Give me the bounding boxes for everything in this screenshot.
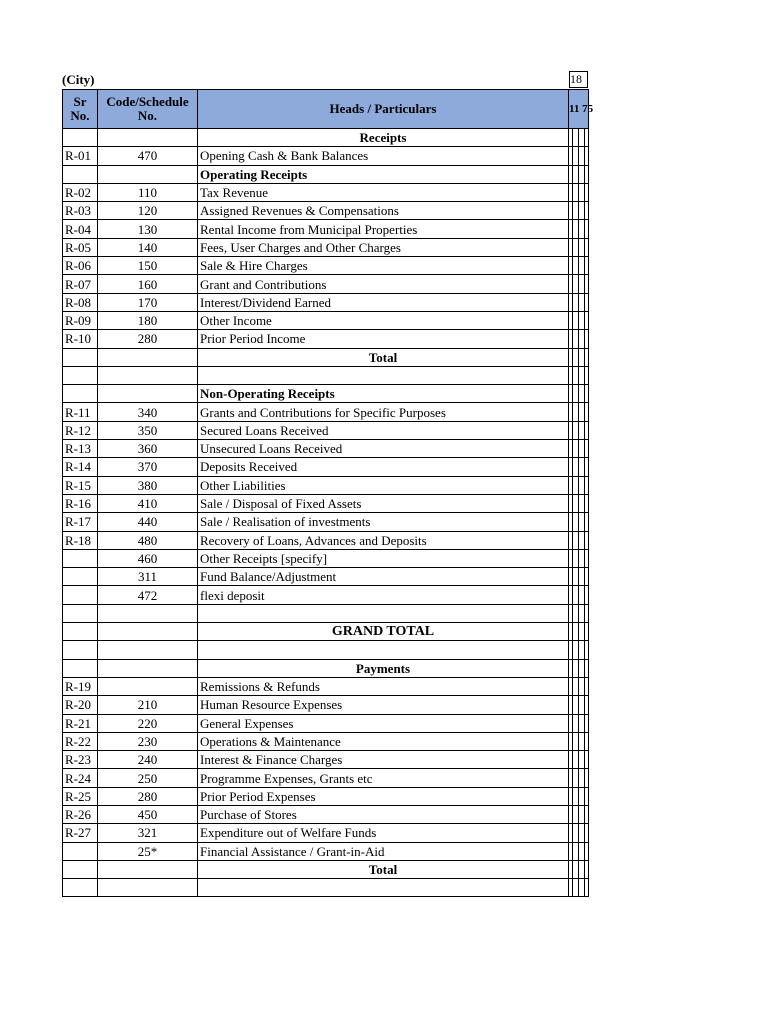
amount-cell[interactable]	[585, 385, 589, 403]
code-cell[interactable]	[98, 366, 198, 384]
sr-no-cell[interactable]: R-24	[63, 769, 98, 787]
table-row	[63, 311, 589, 329]
code-cell[interactable]: 340	[98, 403, 198, 421]
table-row	[63, 275, 589, 293]
sr-no-cell[interactable]	[63, 586, 98, 604]
head-cell[interactable]: Interest & Finance Charges	[198, 751, 569, 769]
head-cell[interactable]: Interest/Dividend Earned	[198, 293, 569, 311]
code-cell[interactable]: 130	[98, 220, 198, 238]
amount-cell[interactable]	[585, 183, 589, 201]
amount-cell[interactable]	[585, 805, 589, 823]
table-row	[63, 531, 589, 549]
table-header-row	[63, 90, 589, 129]
head-cell[interactable]: Grant and Contributions	[198, 275, 569, 293]
table-row	[63, 129, 589, 147]
head-cell[interactable]	[198, 366, 569, 384]
sr-no-cell[interactable]	[63, 366, 98, 384]
amount-cell[interactable]	[585, 147, 589, 165]
head-cell[interactable]: Payments	[198, 659, 569, 677]
amount-cell[interactable]	[585, 275, 589, 293]
amount-cell[interactable]	[585, 732, 589, 750]
amount-cell[interactable]	[585, 531, 589, 549]
sr-no-cell[interactable]: R-19	[63, 677, 98, 695]
head-cell[interactable]: Tax Revenue	[198, 183, 569, 201]
amount-cell[interactable]	[585, 714, 589, 732]
sr-no-cell[interactable]: R-10	[63, 330, 98, 348]
amount-cell[interactable]	[585, 238, 589, 256]
amount-cell[interactable]	[585, 293, 589, 311]
code-cell[interactable]	[98, 641, 198, 659]
amount-cell[interactable]	[585, 604, 589, 622]
amount-cell[interactable]	[585, 824, 589, 842]
code-cell[interactable]: 350	[98, 421, 198, 439]
sr-no-cell[interactable]: R-26	[63, 805, 98, 823]
sr-no-cell[interactable]	[63, 623, 98, 641]
corner-value-cell[interactable]: 18	[569, 71, 588, 88]
table-row	[63, 677, 589, 695]
table-row	[63, 440, 589, 458]
sr-no-cell[interactable]: R-04	[63, 220, 98, 238]
code-cell[interactable]: 470	[98, 147, 198, 165]
receipts-payments-table	[62, 89, 594, 897]
head-cell[interactable]: Other Receipts [specify]	[198, 549, 569, 567]
table-row	[63, 787, 589, 805]
head-cell[interactable]: Secured Loans Received	[198, 421, 569, 439]
amount-cell[interactable]	[585, 311, 589, 329]
sr-no-cell[interactable]: R-21	[63, 714, 98, 732]
head-cell[interactable]: Operations & Maintenance	[198, 732, 569, 750]
code-cell[interactable]: 210	[98, 696, 198, 714]
head-cell[interactable]: Assigned Revenues & Compensations	[198, 202, 569, 220]
code-cell[interactable]	[98, 385, 198, 403]
code-cell[interactable]: 230	[98, 732, 198, 750]
sr-no-cell[interactable]: R-15	[63, 476, 98, 494]
code-cell[interactable]: 240	[98, 751, 198, 769]
head-cell[interactable]: Sale / Realisation of investments	[198, 513, 569, 531]
amount-cell[interactable]	[585, 458, 589, 476]
col-header-code-schedule[interactable]: Code/Schedule No.	[98, 90, 198, 129]
sr-no-cell[interactable]: R-01	[63, 147, 98, 165]
table-row	[63, 238, 589, 256]
sr-no-cell[interactable]: R-18	[63, 531, 98, 549]
head-cell[interactable]: Receipts	[198, 129, 569, 147]
col-header-heads-particulars[interactable]: Heads / Particulars	[198, 90, 569, 129]
sr-no-cell[interactable]: R-14	[63, 458, 98, 476]
code-cell[interactable]	[98, 129, 198, 147]
amount-cell[interactable]	[585, 769, 589, 787]
table-row	[63, 604, 589, 622]
table-row	[63, 568, 589, 586]
table-row	[63, 714, 589, 732]
sr-no-cell[interactable]: R-02	[63, 183, 98, 201]
table-row	[63, 403, 589, 421]
amount-cell[interactable]	[585, 842, 589, 860]
head-cell[interactable]: Non-Operating Receipts	[198, 385, 569, 403]
sr-no-cell[interactable]	[63, 568, 98, 586]
head-cell[interactable]: Total	[198, 348, 569, 366]
code-cell[interactable]: 280	[98, 330, 198, 348]
sr-no-cell[interactable]	[63, 659, 98, 677]
code-cell[interactable]: 311	[98, 568, 198, 586]
code-cell[interactable]	[98, 165, 198, 183]
amount-cell[interactable]	[585, 623, 589, 641]
code-cell[interactable]: 440	[98, 513, 198, 531]
sr-no-cell[interactable]: R-22	[63, 732, 98, 750]
code-cell[interactable]: 410	[98, 494, 198, 512]
amount-cell[interactable]	[585, 129, 589, 147]
sr-no-cell[interactable]: R-05	[63, 238, 98, 256]
table-row	[63, 458, 589, 476]
code-cell[interactable]: 380	[98, 476, 198, 494]
table-row	[63, 805, 589, 823]
amount-cell[interactable]	[585, 860, 589, 878]
head-cell[interactable]: Fees, User Charges and Other Charges	[198, 238, 569, 256]
amount-cell[interactable]	[585, 476, 589, 494]
amount-cell[interactable]	[585, 202, 589, 220]
sr-no-cell[interactable]: R-12	[63, 421, 98, 439]
sr-no-cell[interactable]	[63, 842, 98, 860]
code-cell[interactable]: 110	[98, 183, 198, 201]
code-cell[interactable]: 360	[98, 440, 198, 458]
code-cell[interactable]: 450	[98, 805, 198, 823]
code-cell[interactable]: 220	[98, 714, 198, 732]
head-cell[interactable]: flexi deposit	[198, 586, 569, 604]
head-cell[interactable]	[198, 879, 569, 897]
sr-no-cell[interactable]: R-13	[63, 440, 98, 458]
amount-cell[interactable]	[585, 165, 589, 183]
amount-cell[interactable]	[585, 787, 589, 805]
table-row	[63, 860, 589, 878]
head-cell[interactable]: Other Liabilities	[198, 476, 569, 494]
head-cell[interactable]: Programme Expenses, Grants etc	[198, 769, 569, 787]
table-row	[63, 330, 589, 348]
code-cell[interactable]: 170	[98, 293, 198, 311]
sr-no-cell[interactable]: R-23	[63, 751, 98, 769]
city-label: (City)	[62, 72, 95, 87]
table-row	[63, 165, 589, 183]
amount-cell[interactable]	[585, 220, 589, 238]
head-cell[interactable]: Expenditure out of Welfare Funds	[198, 824, 569, 842]
head-cell[interactable]: Remissions & Refunds	[198, 677, 569, 695]
code-cell[interactable]: 140	[98, 238, 198, 256]
table-row	[63, 842, 589, 860]
head-cell[interactable]: Sale / Disposal of Fixed Assets	[198, 494, 569, 512]
code-cell[interactable]: 160	[98, 275, 198, 293]
code-cell[interactable]	[98, 860, 198, 878]
head-cell[interactable]: Other Income	[198, 311, 569, 329]
sr-no-cell[interactable]: R-09	[63, 311, 98, 329]
table-row	[63, 659, 589, 677]
sr-no-cell[interactable]	[63, 549, 98, 567]
table-row	[63, 623, 589, 641]
code-cell[interactable]: 250	[98, 769, 198, 787]
sr-no-cell[interactable]	[63, 348, 98, 366]
sr-no-cell[interactable]	[63, 604, 98, 622]
table-row	[63, 366, 589, 384]
table-row	[63, 385, 589, 403]
code-cell[interactable]	[98, 879, 198, 897]
head-cell[interactable]: Deposits Received	[198, 458, 569, 476]
table-row	[63, 202, 589, 220]
code-cell[interactable]: 321	[98, 824, 198, 842]
table-row	[63, 879, 589, 897]
code-cell[interactable]: 25*	[98, 842, 198, 860]
head-cell[interactable]: Sale & Hire Charges	[198, 257, 569, 275]
table-row	[63, 421, 589, 439]
head-cell[interactable]: Unsecured Loans Received	[198, 440, 569, 458]
amount-cell[interactable]	[585, 440, 589, 458]
table-row	[63, 586, 589, 604]
amount-cell[interactable]	[585, 330, 589, 348]
table-row	[63, 549, 589, 567]
sr-no-cell[interactable]	[63, 129, 98, 147]
code-cell[interactable]	[98, 659, 198, 677]
table-row	[63, 769, 589, 787]
table-row	[63, 293, 589, 311]
head-cell[interactable]: GRAND TOTAL	[198, 623, 569, 641]
code-cell[interactable]: 120	[98, 202, 198, 220]
code-cell[interactable]: 180	[98, 311, 198, 329]
table-row	[63, 696, 589, 714]
sr-no-cell[interactable]: R-20	[63, 696, 98, 714]
table-body	[63, 129, 589, 897]
amount-cell[interactable]	[585, 751, 589, 769]
head-cell[interactable]: Prior Period Expenses	[198, 787, 569, 805]
amount-cell[interactable]	[585, 677, 589, 695]
table-row	[63, 513, 589, 531]
amount-cell[interactable]	[585, 513, 589, 531]
sr-no-cell[interactable]	[63, 165, 98, 183]
sr-no-cell[interactable]: R-06	[63, 257, 98, 275]
head-cell[interactable]: Rental Income from Municipal Properties	[198, 220, 569, 238]
sr-no-cell[interactable]	[63, 641, 98, 659]
table-row	[63, 732, 589, 750]
head-cell[interactable]: Prior Period Income	[198, 330, 569, 348]
sr-no-cell[interactable]: R-08	[63, 293, 98, 311]
table-row	[63, 348, 589, 366]
head-cell[interactable]: Total	[198, 860, 569, 878]
sr-no-cell[interactable]: R-16	[63, 494, 98, 512]
head-cell[interactable]: Opening Cash & Bank Balances	[198, 147, 569, 165]
amount-cell[interactable]	[585, 403, 589, 421]
head-cell[interactable]	[198, 641, 569, 659]
code-cell[interactable]: 370	[98, 458, 198, 476]
table-row	[63, 641, 589, 659]
sr-no-cell[interactable]: R-27	[63, 824, 98, 842]
sr-no-cell[interactable]	[63, 385, 98, 403]
amount-cell[interactable]	[585, 641, 589, 659]
amount-cell[interactable]	[585, 421, 589, 439]
sr-no-cell[interactable]	[63, 860, 98, 878]
code-cell[interactable]	[98, 677, 198, 695]
amount-cell[interactable]	[585, 659, 589, 677]
head-cell[interactable]	[198, 604, 569, 622]
sr-no-cell[interactable]: R-25	[63, 787, 98, 805]
head-cell[interactable]: Grants and Contributions for Specific Purposes	[198, 403, 569, 421]
col-header-amount[interactable]: 11 75	[569, 90, 589, 129]
table-row	[63, 751, 589, 769]
table-row	[63, 257, 589, 275]
sr-no-cell[interactable]	[63, 879, 98, 897]
head-cell[interactable]: Purchase of Stores	[198, 805, 569, 823]
amount-cell[interactable]	[585, 494, 589, 512]
code-cell[interactable]: 480	[98, 531, 198, 549]
head-cell[interactable]: Operating Receipts	[198, 165, 569, 183]
code-cell[interactable]	[98, 623, 198, 641]
col-header-sr-no[interactable]: Sr No.	[63, 90, 98, 129]
table-row	[63, 494, 589, 512]
sr-no-cell[interactable]: R-03	[63, 202, 98, 220]
head-cell[interactable]: Human Resource Expenses	[198, 696, 569, 714]
table-row	[63, 147, 589, 165]
sr-no-cell[interactable]: R-11	[63, 403, 98, 421]
head-cell[interactable]: General Expenses	[198, 714, 569, 732]
code-cell[interactable]	[98, 604, 198, 622]
code-cell[interactable]	[98, 348, 198, 366]
amount-cell[interactable]	[585, 568, 589, 586]
amount-cell[interactable]	[585, 348, 589, 366]
table-row	[63, 824, 589, 842]
amount-cell[interactable]	[585, 879, 589, 897]
code-cell[interactable]: 150	[98, 257, 198, 275]
head-cell[interactable]: Recovery of Loans, Advances and Deposits	[198, 531, 569, 549]
amount-cell[interactable]	[585, 696, 589, 714]
amount-cell[interactable]	[585, 549, 589, 567]
sr-no-cell[interactable]: R-17	[63, 513, 98, 531]
table-row	[63, 220, 589, 238]
amount-cell[interactable]	[585, 366, 589, 384]
code-cell[interactable]: 280	[98, 787, 198, 805]
amount-cell[interactable]	[585, 586, 589, 604]
amount-cell[interactable]	[585, 257, 589, 275]
head-cell[interactable]: Financial Assistance / Grant-in-Aid	[198, 842, 569, 860]
table-row	[63, 476, 589, 494]
code-cell[interactable]: 472	[98, 586, 198, 604]
table-row	[63, 183, 589, 201]
code-cell[interactable]: 460	[98, 549, 198, 567]
head-cell[interactable]: Fund Balance/Adjustment	[198, 568, 569, 586]
sr-no-cell[interactable]: R-07	[63, 275, 98, 293]
